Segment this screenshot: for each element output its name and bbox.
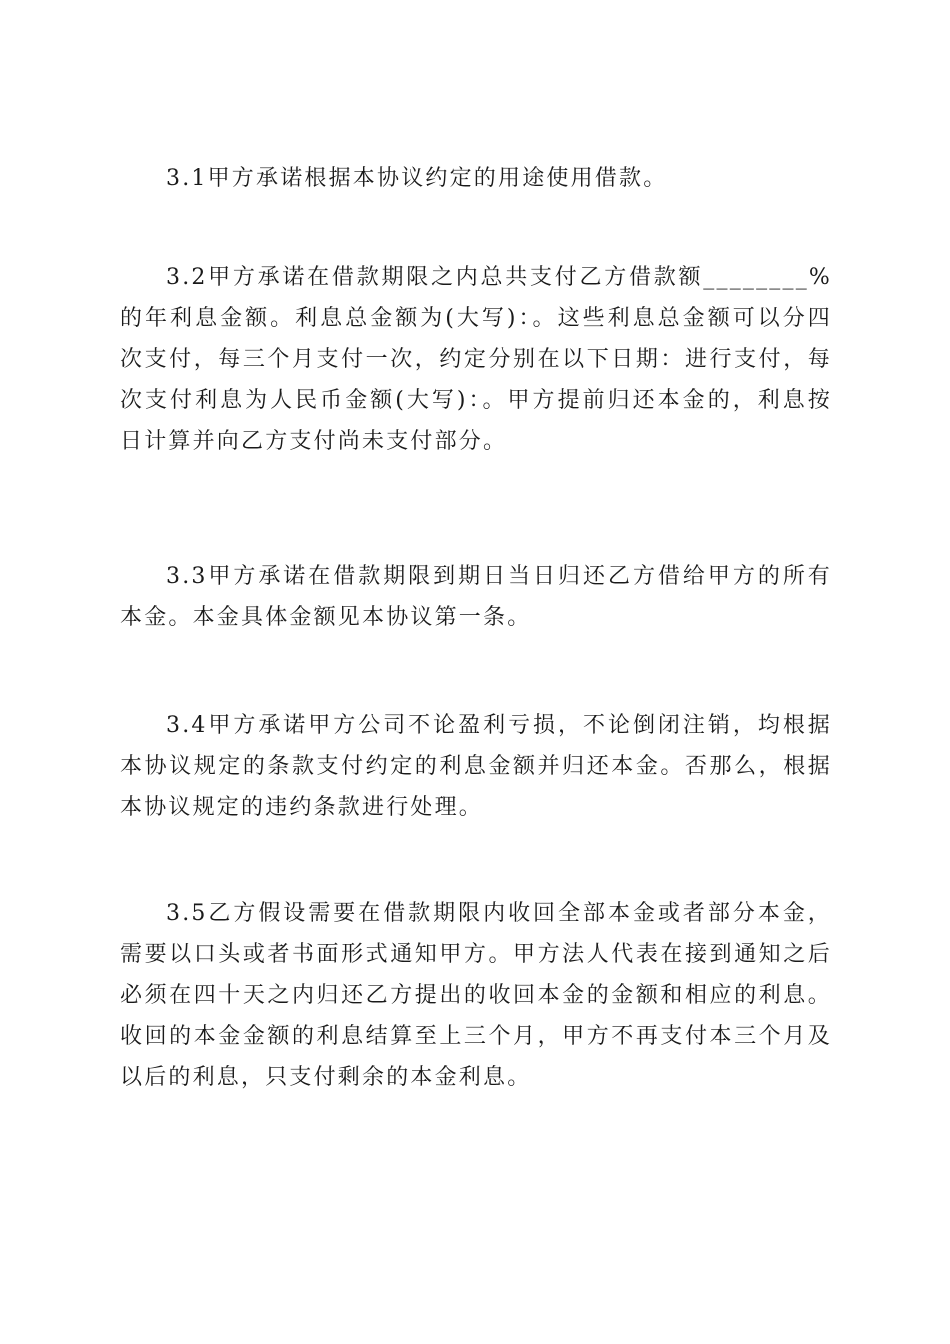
clause-3-5: 3.5乙方假设需要在借款期限内收回全部本金或者部分本金，需要以口头或者书面形式通知甲方。甲方法人代表在接到通知之后必须在四十天之内归还乙方提出的收回本金的金额和相应的利息。收回的本金金额的利息结算至上三个月，甲方不再支付本三个月及以后的利息，只支付剩余的本金利息。	[120, 901, 832, 1090]
clause-3-1: 3.1甲方承诺根据本协议约定的用途使用借款。	[166, 166, 668, 191]
clause-3-2: 3.2甲方承诺在借款期限之内总共支付乙方借款额________%的年利息金额。利息总金额为(大写)：。这些利息总金额可以分四次支付，每三个月支付一次，约定分别在以下日期：进行支付，每次支付利息为人民币金额(大写)：。甲方提前归还本金的，利息按日计算并向乙方支付尚未支付部分。	[120, 265, 832, 454]
clause-3-3: 3.3甲方承诺在借款期限到期日当日归还乙方借给甲方的所有本金。本金具体金额见本协议第一条。	[120, 564, 832, 630]
clause-3-4: 3.4甲方承诺甲方公司不论盈利亏损，不论倒闭注销，均根据本协议规定的条款支付约定的利息金额并归还本金。否那么，根据本协议规定的违约条款进行处理。	[120, 713, 832, 820]
